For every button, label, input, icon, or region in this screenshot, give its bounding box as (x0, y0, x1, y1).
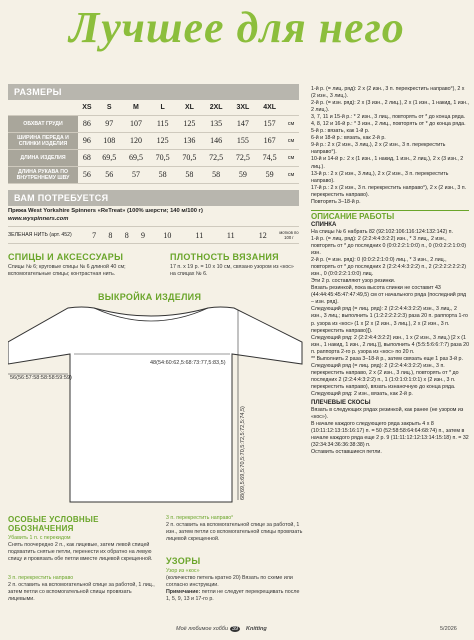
length-dimension: 68(69,5:69,5:70,5:70,5:72,5:72,5:74,5) (240, 406, 246, 500)
sleeve-dimension: 56(56:57:58:58:58:59:59) (10, 375, 72, 381)
unit: см (283, 132, 299, 149)
row-instruction: 5-й р.: вязать, как 1-й р. (311, 128, 370, 135)
row-label: ШИРИНА ПЕРЕДА И СПИНКИ ИЗДЕЛИЯ (8, 132, 78, 149)
symbol-title: 3 п. перекрестить направо (8, 575, 74, 581)
row-instruction: 6-й и 18-й р.: вязать, как 2-й р. (311, 135, 386, 142)
row-instruction: 2-й р. (= изн. ряд): 0 (0:0:2:2:1:0:0) лиц., * 3 изн., 2 лиц., повторять от * до последних 2 (2:2:4:4:3:2:2) п., 2 (2:2:2:2:2:2:2) изн., 0 (0:0:2:2:1:0:0) лиц. (311, 257, 467, 278)
size-header: 2XL (203, 101, 230, 115)
pattern-heading: УЗОРЫ (166, 556, 201, 566)
cell: 10 (151, 227, 184, 244)
sizes-row (8, 115, 299, 132)
size-header: M (123, 101, 150, 115)
cell: 108 (96, 132, 123, 149)
cell: 147 (230, 115, 257, 132)
size-header: S (96, 101, 123, 115)
issue: 5/2026 (440, 626, 457, 632)
magazine-name: Моё любимое хобби (176, 626, 229, 632)
cell: 9 (135, 227, 151, 244)
shoulder-heading: ПЛЕЧЕВЫЕ СКОСЫ (311, 400, 371, 407)
cell: 70,5 (176, 149, 203, 166)
instructions-column (311, 86, 469, 456)
cell: 11 (215, 227, 246, 244)
skeins-table (8, 226, 299, 244)
materials-heading: ВАМ ПОТРЕБУЕТСЯ (8, 190, 299, 206)
cell: 59 (256, 166, 283, 183)
cell: 58 (203, 166, 230, 183)
yarn-info (8, 207, 299, 223)
cell: 69,5 (123, 149, 150, 166)
cell: 58 (149, 166, 176, 183)
symbol-text: Снять поочередно 2 п., как лицевые, затем левой спицей подхватить снятые петли, перенести их обратно на левую спицу и провязать обе петли вместе лицевой скрещенной. (8, 542, 153, 562)
cell: 86 (78, 115, 96, 132)
symbol-text: 2 п. оставить на вспомогательной спице за работой, 1 лиц., затем петли со вспомогательной спицы провязать лицевыми. (8, 582, 155, 602)
cell: 70,5 (149, 149, 176, 166)
row-instruction: Оставить оставшиеся петли. (311, 449, 382, 456)
row-instruction: Следующий ряд (= лиц. ряд): 2 (2:2:4:4:3:2:2) изн., 3 п. перекрестить направо, 2 х (2 изн., 3 лиц.), повторять от * до последних 2 (2:2:4:4:3:2:2) п., 1 (1:0:1:0:1:0:1) х (2 изн., 3 п. перекрестить направо), вязать изнаночную до конца ряда. (311, 362, 459, 390)
row-instruction: Следующий ряд: 2 изн., вязать, как 2-й р. (311, 390, 413, 397)
sizes-header-row (8, 101, 299, 115)
row-instruction: На спицы № 6 набрать 82 (92:102:106:116:124:132:142) п. (311, 228, 453, 235)
row-instruction: 1-й р. (= лиц. ряд): 2 х (2 изн., 3 п. перекрестить направо°), 2 х (2 изн., 3 лиц.). (311, 86, 465, 100)
row-instruction: ** Выполнить 2 раза 3–18-й р., затем связать еще 1 раз 3-й р. (311, 355, 463, 362)
row-instruction: 17-й р.: 2 х (2 изн., 3 п. перекрестить направо°), 2 х (2 изн., 3 п. перекрестить направо). (311, 184, 467, 198)
cell: 155 (230, 132, 257, 149)
row-instruction: Следующий ряд: 2 (2:2:4:4:3:2:2) изн., 1 х (2 изн., 3 лиц.) [2 х (1 изн., 1 накид, 1 изн., 2 лиц.)], выполнить 4 (5:5:5:6:6:7:7) раза 20 п. раппорта 2-го р. узора из «кос» по 20 п. (311, 334, 470, 355)
cell: 59 (230, 166, 257, 183)
cell: 56 (96, 166, 123, 183)
cell: 8 (102, 227, 118, 244)
cell: 115 (149, 115, 176, 132)
size-header: XS (78, 101, 96, 115)
symbol-text: 2 п. оставить на вспомогательной спице за работой, 1 изн., затем петли со вспомогательной спицы провязать лицевой скрещенной. (166, 522, 303, 542)
brand: Knitting (246, 626, 267, 632)
cell: 125 (149, 132, 176, 149)
size-header: 4XL (256, 101, 283, 115)
row-instruction: Эти 2 р. составляют узор резинки. (311, 278, 396, 285)
size-header: L (149, 101, 176, 115)
cell: 146 (203, 132, 230, 149)
symbol-3 (166, 515, 304, 543)
cell: 72,5 (203, 149, 230, 166)
row-instruction: Следующий ряд (= лиц. ряд): 2 (2:2:4:4:3:2:2) изн., 3 лиц., 2 изн., 3 лиц.; выполнить 1 (1:2:2:2:2:2:3) раза 20 п. раппорта 1-го р. узора из «кос» (1 х [2 х (2 изн., 3 лиц.), 2 х (2 изн., 3 п. перекрестить направо)]). (311, 306, 468, 334)
row-instruction: Вязать в следующих рядах резинкой, как ранее (не узором из «кос»). (311, 407, 464, 421)
cell: 8 (119, 227, 135, 244)
row-instruction: 3, 7, 11 и 15-й р.: * 2 изн., 3 лиц., повторять от * до конца ряда. (311, 114, 466, 121)
unit: см (283, 115, 299, 132)
symbol-title: Убавить 1 п. с перекидом (8, 535, 71, 541)
note-label: Примечание: (166, 589, 201, 595)
unit: см (283, 149, 299, 166)
cell: 68 (78, 149, 96, 166)
sizes-heading: РАЗМЕРЫ (8, 84, 299, 100)
row-instruction: 9-й р.: 2 х (2 изн., 3 лиц.), 2 х (2 изн., 3 п. перекрестить направо°). (311, 142, 446, 156)
row-label: ОБХВАТ ГРУДИ (8, 115, 78, 132)
row-instruction: В начале каждого следующего ряда закрыть 4 х 8 (10:11:12:13:15:16:17) п. = 50 (52:58:58:64:64:68:74) п., затем в начале каждого ряда еще 2 р. 9 (11:11:12:12:13:14:15:18) п. = 32 (32:34:34:36:36:38:38) п. (311, 421, 469, 449)
cell: 72,5 (230, 149, 257, 166)
cell: 12 (246, 227, 279, 244)
back-heading: СПИНКА (311, 221, 337, 228)
cell: 57 (123, 166, 150, 183)
cell: 74,5 (256, 149, 283, 166)
symbol-1 (8, 535, 158, 563)
symbol-title: 3 п. перекрестить направо° (166, 515, 234, 521)
row-instruction: Повторять 3–18-й р. (311, 198, 361, 205)
cell: 96 (78, 132, 96, 149)
pattern-text: (количество петель кратно 20) Вязать по схеме или согласно инструкции. (166, 575, 293, 588)
work-description-heading: ОПИСАНИЕ РАБОТЫ (311, 210, 469, 220)
yarn-name: Пряжа West Yorkshire Spinners «ReTreat» (100% шерсти; 140 м/100 г) (8, 208, 203, 214)
row-instruction: 2-й р. (= изн. ряд): 2 х (3 изн., 2 лиц.), 2 х (1 изн., 1 накид, 1 изн., 2 лиц.). (311, 100, 470, 114)
pattern-block (166, 568, 304, 603)
gauge-text: 17 п. х 19 р. = 10 х 10 см, связано узором из «кос» на спицах № 6. (170, 264, 294, 277)
row-instruction: 4, 8, 12 и 16-й р.: * 3 изн., 2 лиц., повторять от * до конца ряда. (311, 121, 466, 128)
needles-heading: СПИЦЫ И АКСЕССУАРЫ (8, 252, 124, 262)
symbol-2 (8, 575, 158, 603)
yarn-url[interactable]: www.wyspinners.com (8, 216, 69, 222)
schematic-heading: ВЫКРОЙКА ИЗДЕЛИЯ (98, 292, 202, 302)
row-instruction: Вязать резинкой, пока высота спинки не составит 43 (44:44:45:45:47:47:49,5) см от начального ряда (последний ряд – изн. ряд). (311, 285, 467, 306)
size-header: XL (176, 101, 203, 115)
cell: 97 (96, 115, 123, 132)
cell: 69,5 (96, 149, 123, 166)
cell: 7 (86, 227, 102, 244)
unit: мотков по 100 г (279, 227, 299, 244)
cell: 125 (176, 115, 203, 132)
page-title: Лучшее для него (69, 3, 405, 52)
sizes-table (8, 101, 299, 184)
cell: 107 (123, 115, 150, 132)
sizes-row (8, 132, 299, 149)
needles-text: Спицы № 6; круговые спицы № 6 длиной 40 см; вспомогательные спицы; контрастная нить. (8, 264, 126, 277)
row-instruction: 1-й р. (= лиц. ряд): 2 (2:2:4:4:3:2:2) изн., * 3 лиц., 2 изн., повторять от * до последних 0 (0:0:2:2:1:0:0) п., 0 (0:0:2:2:1:0:0) изн. (311, 235, 467, 257)
symbols-heading: ОСОБЫЕ УСЛОВНЫЕ ОБОЗНАЧЕНИЯ (8, 515, 99, 533)
page-number: 39 (232, 626, 239, 632)
row-label: ДЛИНА ИЗДЕЛИЯ (8, 149, 78, 166)
size-header: 3XL (230, 101, 257, 115)
cell: 135 (203, 115, 230, 132)
unit: см (283, 166, 299, 183)
sizes-row (8, 166, 299, 183)
sizes-row (8, 149, 299, 166)
sweater-schematic (8, 302, 304, 508)
cell: 157 (256, 115, 283, 132)
yarn-color: ЗЕЛЕНАЯ НИТЬ (арт. 452) (8, 227, 86, 244)
cell: 56 (78, 166, 96, 183)
cell: 167 (256, 132, 283, 149)
cell: 136 (176, 132, 203, 149)
row-label: ДЛИНА РУКАВА ПО ВНУТРЕННЕМУ ШВУ (8, 166, 78, 183)
note-text: петли не следует перекрещивать после 1, 5, 9, 13 и 17-го р. (166, 589, 300, 602)
gauge-heading: ПЛОТНОСТЬ ВЯЗАНИЯ (170, 252, 279, 262)
cell: 58 (176, 166, 203, 183)
cell: 120 (123, 132, 150, 149)
cell: 11 (184, 227, 215, 244)
pattern-sub: Узор из «кос» (166, 568, 200, 574)
width-dimension: 48(54:60:62,5:68:73:77,5:83,5) (150, 360, 226, 366)
row-instruction: 13-й р.: 2 х (2 изн., 3 лиц.), 2 х (2 изн., 3 п. перекрестить направо). (311, 170, 449, 184)
row-instruction: 10-й и 14-й р.: 2 х (1 изн., 1 накид, 1 изн., 2 лиц.), 2 х (3 изн., 2 лиц.). (311, 156, 464, 170)
